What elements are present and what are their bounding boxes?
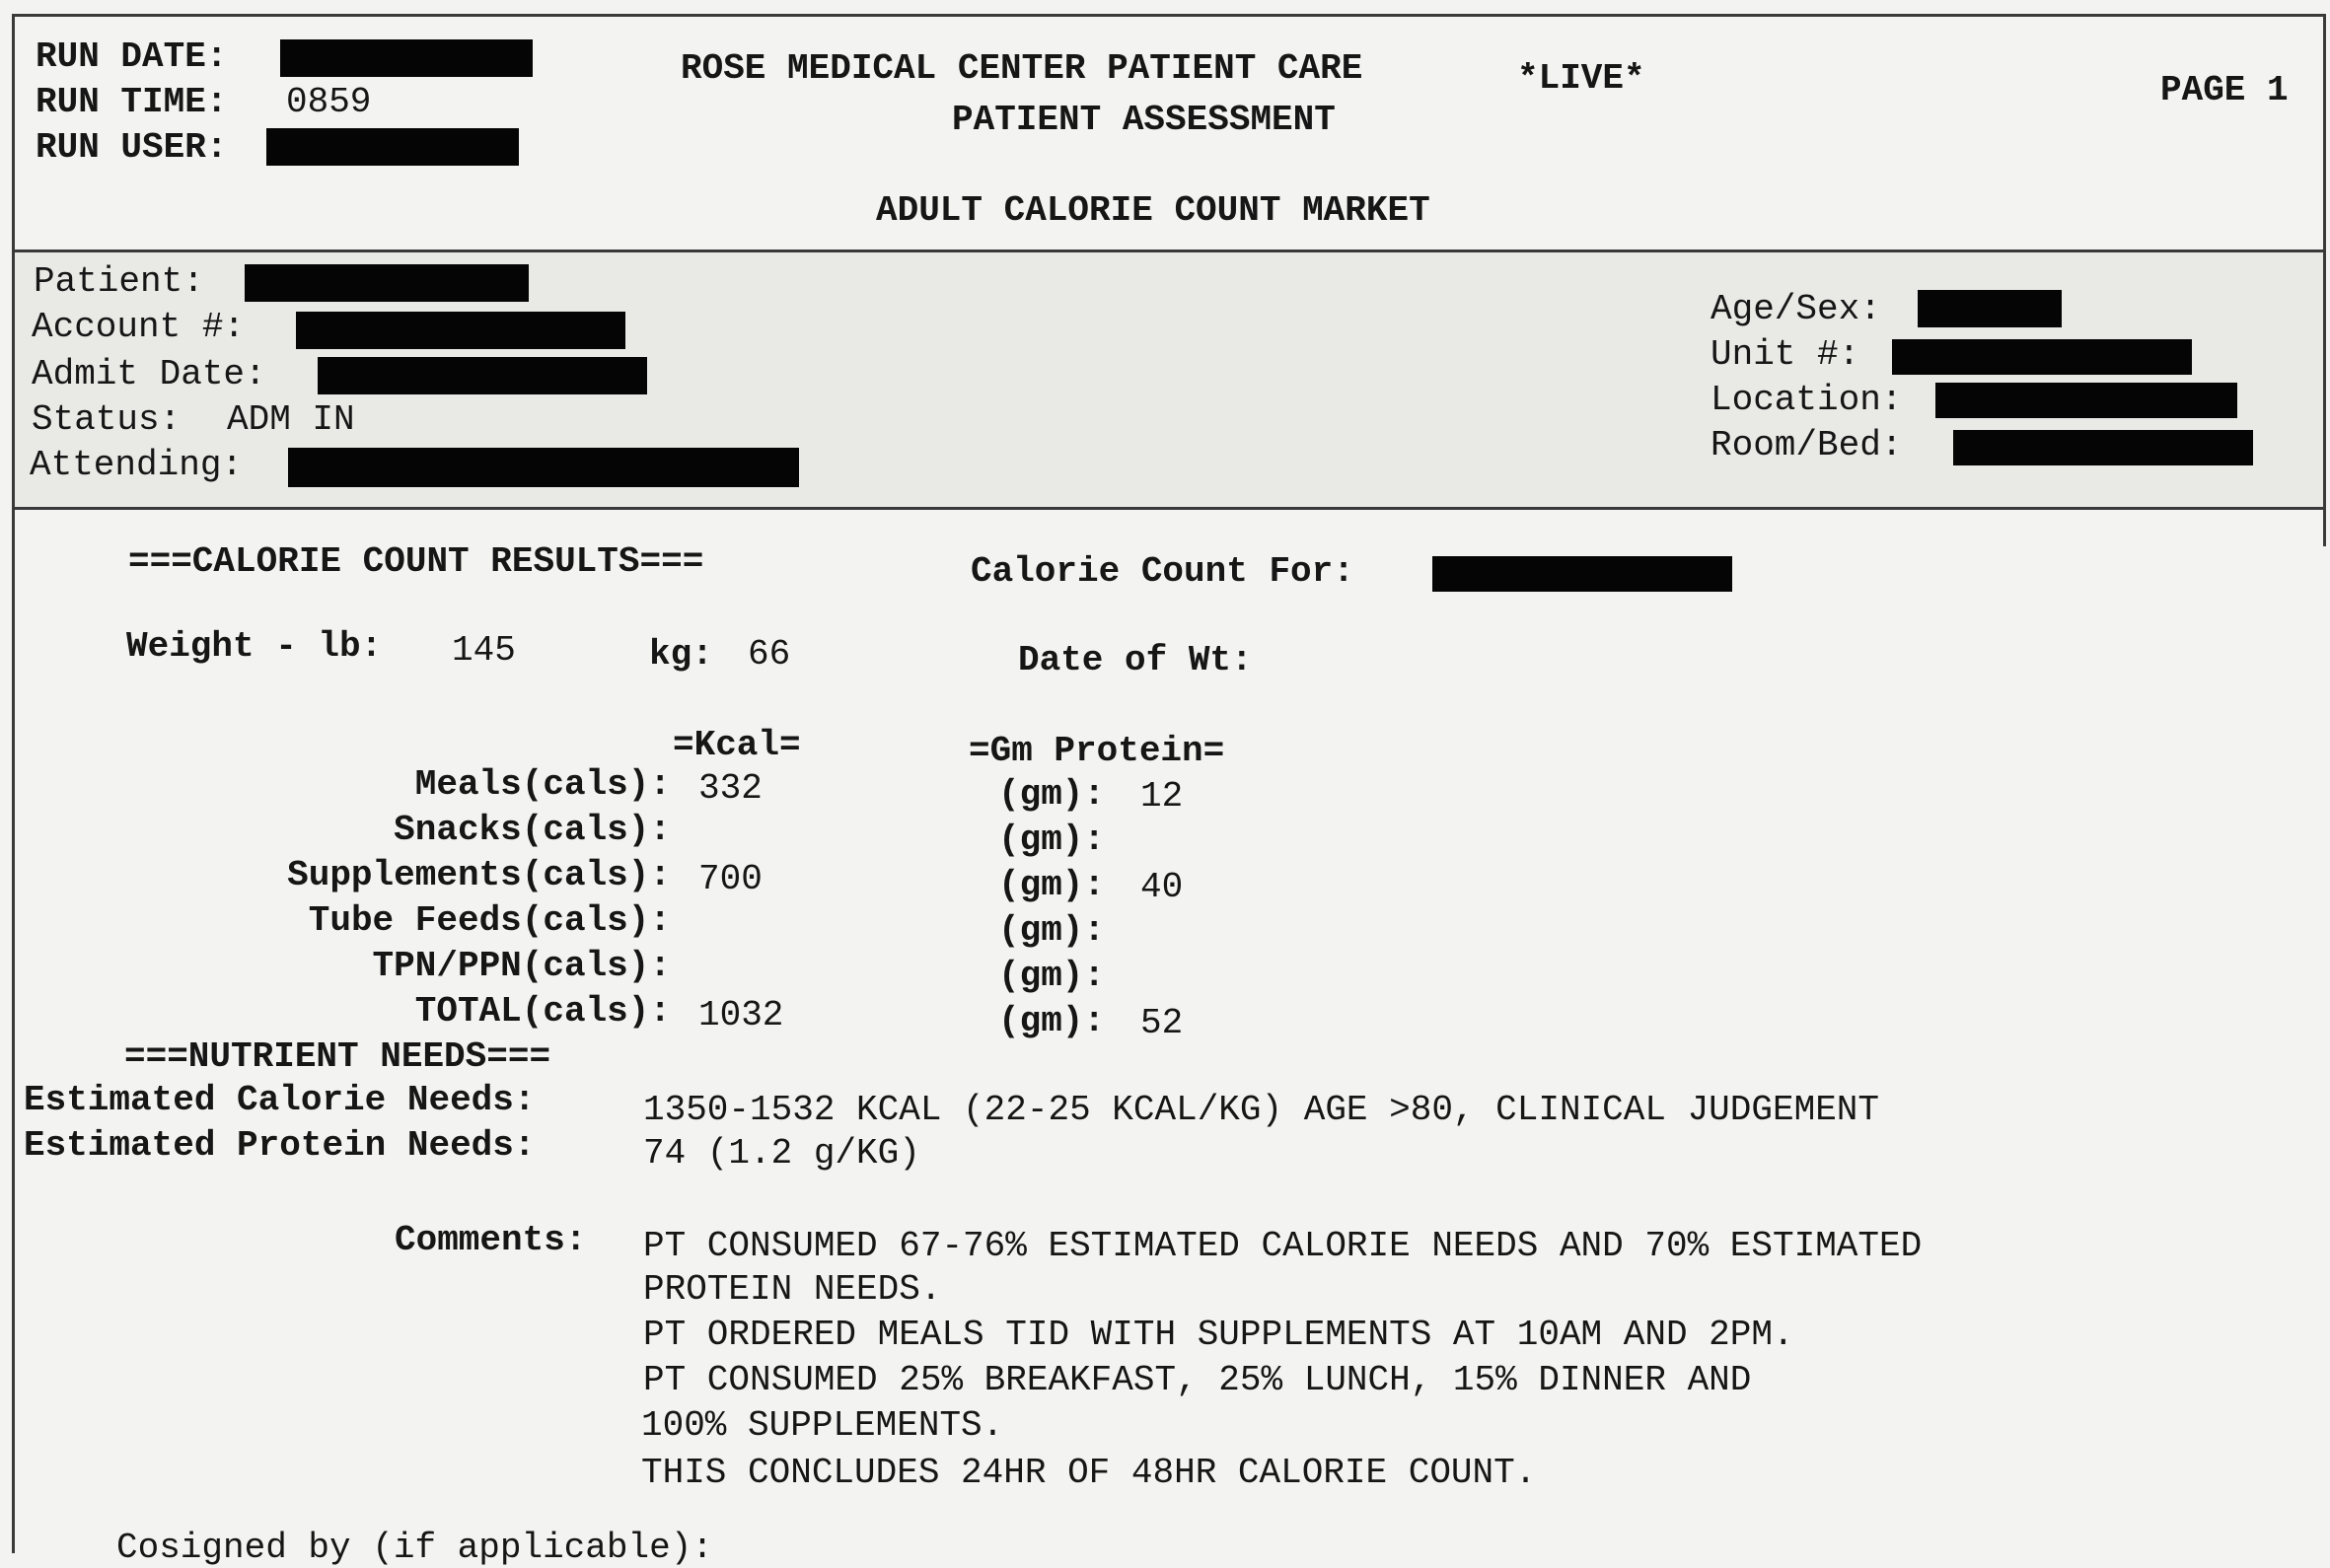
weight-lb-label: Weight - lb: xyxy=(126,626,383,667)
calorie-count-for-redaction xyxy=(1432,556,1732,592)
run-time-label: RUN TIME: xyxy=(36,82,228,122)
tube-feeds-label: Tube Feeds(cals): xyxy=(308,900,671,941)
run-time-value: 0859 xyxy=(286,82,372,122)
location-redaction xyxy=(1935,383,2237,418)
comment-line: THIS CONCLUDES 24HR OF 48HR CALORIE COUNT. xyxy=(641,1453,1537,1493)
report-title: ADULT CALORIE COUNT MARKET xyxy=(876,190,1430,231)
weight-lb-value: 145 xyxy=(452,630,516,671)
patient-label: Patient: xyxy=(34,261,204,302)
page-number: PAGE 1 xyxy=(2160,70,2289,110)
meals-gm-label: (gm): xyxy=(998,774,1106,815)
room-bed-label: Room/Bed: xyxy=(1711,425,1903,465)
run-user-redaction xyxy=(266,128,519,166)
account-number-redaction xyxy=(296,312,625,349)
left-border xyxy=(12,14,15,1553)
tpn-ppn-label: TPN/PPN(cals): xyxy=(372,946,671,986)
run-user-label: RUN USER: xyxy=(36,127,228,168)
status-label: Status: xyxy=(32,399,182,440)
kcal-column-header: =Kcal= xyxy=(673,725,801,765)
patient-name-redaction xyxy=(245,264,529,302)
snacks-gm-label: (gm): xyxy=(998,820,1106,860)
tube-feeds-gm-label: (gm): xyxy=(998,910,1106,951)
account-label: Account #: xyxy=(32,307,246,347)
right-border xyxy=(2323,14,2326,546)
comment-line: PT ORDERED MEALS TID WITH SUPPLEMENTS AT 10AM AND 2PM. xyxy=(643,1315,1794,1355)
run-date-redaction xyxy=(280,39,533,77)
unit-label: Unit #: xyxy=(1711,334,1860,375)
supplements-protein: 40 xyxy=(1140,867,1184,907)
room-bed-redaction xyxy=(1953,430,2253,465)
age-sex-label: Age/Sex: xyxy=(1711,289,1881,329)
comment-line: PROTEIN NEEDS. xyxy=(643,1269,942,1310)
comment-line: 100% SUPPLEMENTS. xyxy=(641,1405,1004,1446)
top-border xyxy=(12,14,2325,17)
protein-needs-label: Estimated Protein Needs: xyxy=(24,1125,536,1166)
calorie-needs-label: Estimated Calorie Needs: xyxy=(24,1080,536,1120)
age-sex-redaction xyxy=(1918,290,2062,327)
location-label: Location: xyxy=(1711,380,1903,420)
calorie-results-title: ===CALORIE COUNT RESULTS=== xyxy=(128,541,704,582)
supplements-label: Supplements(cals): xyxy=(287,855,671,895)
calorie-needs-value: 1350-1532 KCAL (22-25 KCAL/KG) AGE >80, CLINICAL JUDGEMENT xyxy=(643,1090,1880,1130)
total-kcal: 1032 xyxy=(698,995,784,1035)
meals-kcal: 332 xyxy=(698,768,763,809)
attending-label: Attending: xyxy=(30,445,244,485)
snacks-label: Snacks(cals): xyxy=(394,810,671,850)
tpn-ppn-gm-label: (gm): xyxy=(998,956,1106,996)
protein-column-header: =Gm Protein= xyxy=(969,731,1225,771)
comment-line: PT CONSUMED 67-76% ESTIMATED CALORIE NEEDS AND 70% ESTIMATED xyxy=(643,1226,1923,1266)
patient-divider xyxy=(12,507,2325,510)
supplements-gm-label: (gm): xyxy=(998,865,1106,905)
unit-number-redaction xyxy=(1892,339,2192,375)
header-divider xyxy=(12,249,2325,252)
weight-kg-label: kg: xyxy=(649,634,713,675)
admit-date-label: Admit Date: xyxy=(32,354,266,394)
comment-line: PT CONSUMED 25% BREAKFAST, 25% LUNCH, 15% DINNER AND xyxy=(643,1360,1752,1400)
admit-date-redaction xyxy=(318,357,647,394)
meals-protein: 12 xyxy=(1140,776,1184,817)
nutrient-needs-title: ===NUTRIENT NEEDS=== xyxy=(124,1036,551,1077)
live-flag: *LIVE* xyxy=(1517,58,1645,99)
weight-kg-value: 66 xyxy=(748,634,791,675)
status-value: ADM IN xyxy=(227,399,355,440)
supplements-kcal: 700 xyxy=(698,859,763,899)
cosigned-label: Cosigned by (if applicable): xyxy=(116,1528,713,1568)
total-protein: 52 xyxy=(1140,1003,1184,1043)
assessment-title: PATIENT ASSESSMENT xyxy=(952,100,1336,140)
meals-label: Meals(cals): xyxy=(414,764,671,805)
calorie-count-for-label: Calorie Count For: xyxy=(971,551,1354,592)
attending-redaction xyxy=(288,448,799,487)
date-of-wt-label: Date of Wt: xyxy=(1018,640,1253,680)
total-gm-label: (gm): xyxy=(998,1001,1106,1041)
comments-label: Comments: xyxy=(395,1220,587,1260)
facility-title: ROSE MEDICAL CENTER PATIENT CARE xyxy=(681,48,1363,89)
total-label: TOTAL(cals): xyxy=(414,991,671,1032)
protein-needs-value: 74 (1.2 g/KG) xyxy=(643,1133,920,1174)
run-date-label: RUN DATE: xyxy=(36,36,228,77)
